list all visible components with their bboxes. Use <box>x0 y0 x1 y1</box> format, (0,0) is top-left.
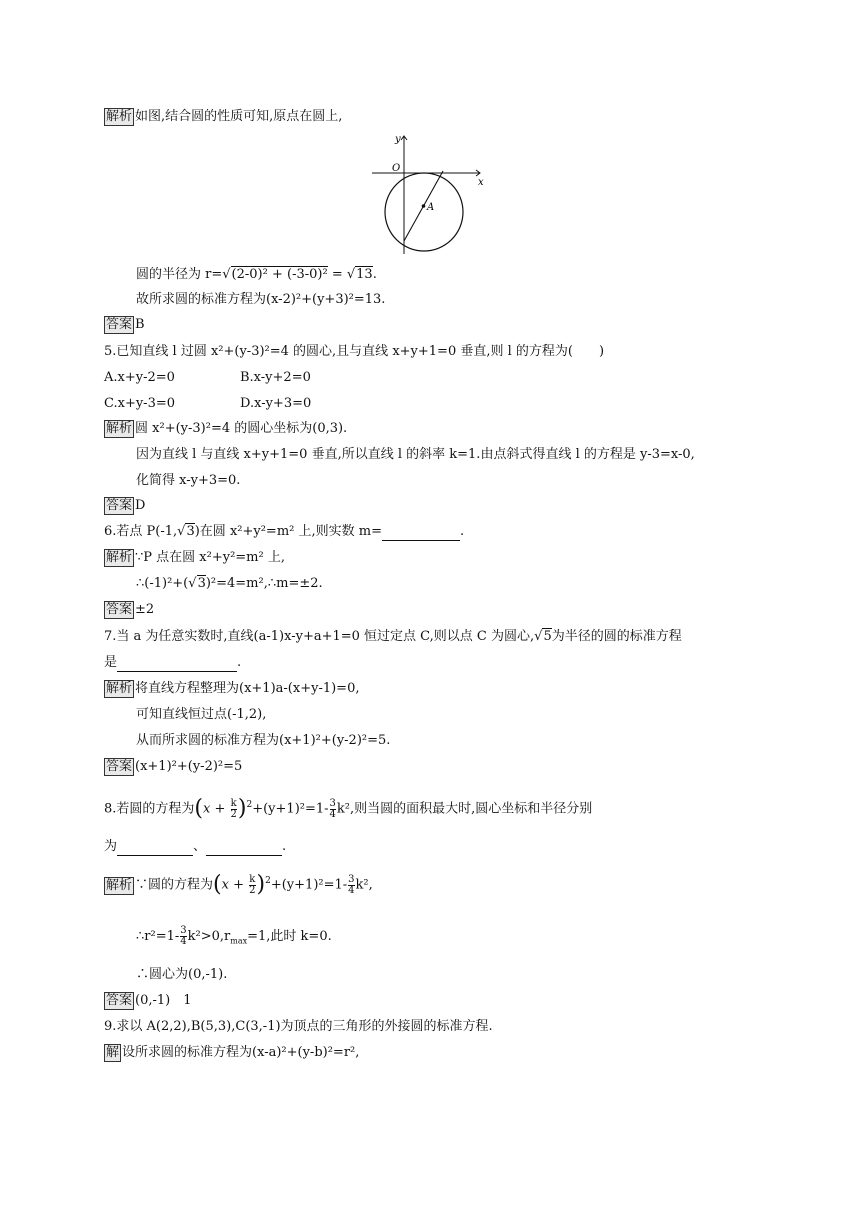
p9-question: 9.求以 A(2,2),B(5,3),C(3,-1)为顶点的三角形的外接圆的标准方程. <box>104 1019 493 1034</box>
fraction-k-2: $\frac{k}{2}$ <box>230 797 237 820</box>
fraction-3-4: $\frac{3}{4}$ <box>348 873 355 896</box>
circle-figure <box>368 130 492 258</box>
x-label: x <box>478 177 484 188</box>
analysis-tag: 解析 <box>106 681 133 696</box>
analysis-tag: 解析 <box>106 109 133 124</box>
p8-question: 8.若圆的方程为(x + $\frac{k}{2}$ )$^2$+(y+1)²=1- $\frac{3}{4}$ k²,则当圆的面积最大时,圆心坐标和半径分别 <box>104 796 593 821</box>
fraction-k-2: $\frac{k}{2}$ <box>249 873 256 896</box>
p6-question: 6.若点 P(-1,√3)在圆 x²+y²=m² 上,则实数 m= . <box>104 524 465 539</box>
p7-answer-line: 答案 (x+1)²+(y-2)²=5 <box>106 759 243 774</box>
p8-analysis-3: ∴圆心为(0,-1). <box>136 967 228 982</box>
p4-analysis-line: 解析 如图,结合圆的性质可知,原点在圆上, <box>106 109 343 124</box>
p5-analysis-3: 化简得 x-y+3=0. <box>136 473 241 488</box>
p8-answer-line: 答案 (0,-1) 1 <box>106 993 192 1008</box>
answer-blank-center <box>117 841 193 856</box>
answer-tag: 答案 <box>106 602 133 617</box>
p4-answer-line: 答案 B <box>106 317 145 332</box>
p8-analysis-2: ∴r²=1- $\frac{3}{4}$ $k^2>0,r_{max}=1$,此时 k=0. <box>136 925 332 947</box>
answer-tag: 答案 <box>106 498 133 513</box>
answer-blank-radius <box>206 841 282 856</box>
answer-tag: 答案 <box>106 759 133 774</box>
fraction-3-4: $\frac{3}{4}$ <box>180 925 187 947</box>
analysis-tag: 解析 <box>106 550 133 565</box>
circle <box>385 173 463 251</box>
p5-answer-line: 答案 D <box>106 498 146 513</box>
a-label: A <box>427 202 435 213</box>
p6-analysis-line: 解析 ∵P 点在圆 x²+y²=m² 上, <box>106 550 285 565</box>
p7-analysis-2: 可知直线恒过点(-1,2), <box>136 707 267 722</box>
p5-options-row1 <box>104 369 311 387</box>
center-point <box>422 204 426 208</box>
option-b: B.x-y+2=0 <box>240 370 311 385</box>
analysis-tag: 解析 <box>106 421 133 436</box>
p8-analysis-line: 解析 ∵圆的方程为(x + $\frac{k}{2}$ )$^2$+(y+1)²=1- $\frac{3}{4}$ k², <box>106 872 373 897</box>
y-label: y <box>395 134 401 145</box>
p5-options-row2 <box>104 395 311 413</box>
answer-blank <box>117 657 237 672</box>
p7-question-line2: 是 . <box>104 655 242 670</box>
p4-radius-line: 圆的半径为 r=√(2-0)² + (-3-0)² = √13. <box>136 267 377 282</box>
option-a: A.x+y-2=0 <box>104 370 175 385</box>
p6-analysis-2: ∴(-1)²+(√3)²=4=m²,∴m=±2. <box>136 576 323 591</box>
solution-tag: 解 <box>106 1045 120 1060</box>
option-c: C.x+y-3=0 <box>104 396 176 411</box>
p9-solution-line: 解 设所求圆的标准方程为(x-a)²+(y-b)²=r², <box>106 1045 360 1060</box>
p6-answer-line: 答案 ±2 <box>106 602 155 617</box>
fraction-3-4: $\frac{3}{4}$ <box>329 797 336 820</box>
p7-analysis-line: 解析 将直线方程整理为(x+1)a-(x+y-1)=0, <box>106 681 360 696</box>
o-label: O <box>392 163 401 174</box>
p5-analysis-line: 解析 圆 x²+(y-3)²=4 的圆心坐标为(0,3). <box>106 421 348 436</box>
answer-tag: 答案 <box>106 317 133 332</box>
answer-tag: 答案 <box>106 993 133 1008</box>
p7-analysis-3: 从而所求圆的标准方程为(x+1)²+(y-2)²=5. <box>136 733 391 748</box>
p4-conclusion: 故所求圆的标准方程为(x-2)²+(y+3)²=13. <box>136 292 386 307</box>
option-d: D.x-y+3=0 <box>240 396 312 411</box>
p8-question-line2: 为 、 . <box>104 839 287 854</box>
answer-blank <box>382 526 460 541</box>
analysis-tag: 解析 <box>106 877 133 893</box>
p7-question: 7.当 a 为任意实数时,直线(a-1)x-y+a+1=0 恒过定点 C,则以点 C 为圆心,√5为半径的圆的标准方程 <box>104 629 682 644</box>
p5-analysis-2: 因为直线 l 与直线 x+y+1=0 垂直,所以直线 l 的斜率 k=1.由点斜式得直线 l 的方程是 y-3=x-0, <box>136 447 695 462</box>
p5-question: 5.已知直线 l 过圆 x²+(y-3)²=4 的圆心,且与直线 x+y+1=0 垂直,则 l 的方程为( ) <box>104 344 605 359</box>
